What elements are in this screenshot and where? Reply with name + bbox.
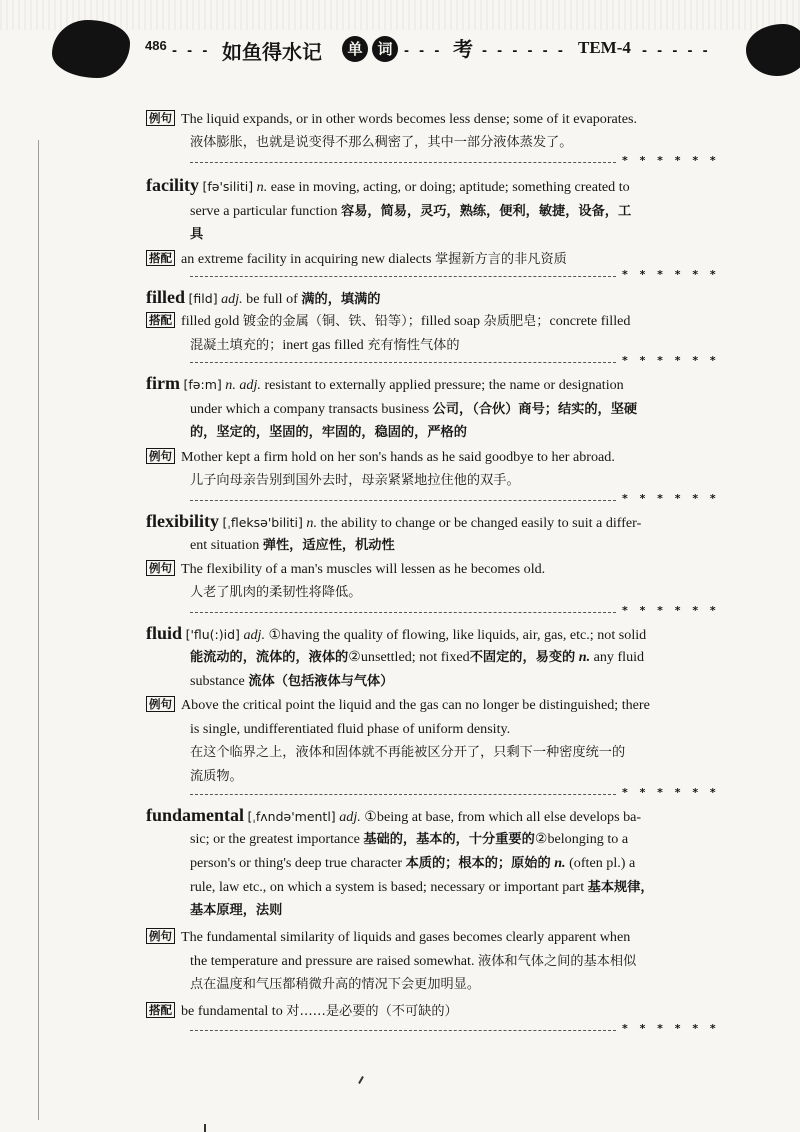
part-of-speech: n. adj. <box>225 377 261 393</box>
definition-chinese: 弹性，适应性，机动性 <box>262 538 395 553</box>
definition: ①having the quality of flowing, like liquids, air, gas, etc.; not solid <box>265 627 647 643</box>
headword: fundamental <box>146 805 245 825</box>
entry-separator <box>190 150 616 163</box>
definition-english: under which a company transacts business <box>190 401 433 417</box>
example-tag: 例句 <box>146 110 175 126</box>
part-of-speech: adj. <box>339 809 361 825</box>
definition-chinese: 基本原理，法则 <box>190 903 283 918</box>
definition-english: ②belonging to a <box>534 831 629 847</box>
example-line <box>146 110 637 128</box>
phonetic: [ˌfleksə'biliti] <box>222 515 303 530</box>
definition: ease in moving, acting, or doing; aptitude; something created to <box>267 179 630 195</box>
scan-speck <box>204 1124 206 1132</box>
entry-filled <box>146 288 381 309</box>
entry-fundamental <box>146 806 641 826</box>
example-english: Above the critical point the liquid and the gas can no longer be distinguished; there <box>181 697 650 713</box>
headword: firm <box>146 373 180 393</box>
definition-english: any fluid <box>590 649 645 665</box>
definition-chinese: 满的，填满的 <box>301 292 381 307</box>
phonetic: [fə'siliti] <box>202 179 254 194</box>
series-title-badge: 单 <box>342 36 368 62</box>
example-chinese: 人老了肌肉的柔韧性将降低。 <box>190 585 362 600</box>
definition-english: (often pl.) a <box>565 855 636 871</box>
example-english: the temperature and pressure are raised somewhat. <box>190 953 479 969</box>
series-title: 如鱼得水记 <box>222 40 322 64</box>
entry-separator <box>190 1018 616 1031</box>
scan-speck <box>358 1076 364 1084</box>
entry-fluid <box>146 624 646 644</box>
series-logo-mark: 考 <box>453 37 473 61</box>
definition: resistant to externally applied pressure; the name or designation <box>260 377 624 393</box>
definition-line <box>190 648 644 667</box>
header-ink-blot-right <box>746 24 800 76</box>
definition: ①being at base, from which all else develops ba- <box>360 809 642 825</box>
entry-separator <box>190 264 616 277</box>
definition-english: sic; or the greatest importance <box>190 831 364 847</box>
definition-chinese: 不固定的，易变的 <box>469 650 576 665</box>
definition-chinese: 具 <box>190 227 204 242</box>
header-dashes: - - - - - <box>642 42 711 59</box>
series-title-badge: 词 <box>372 36 398 62</box>
definition-english: serve a particular function <box>190 203 342 219</box>
collocation-tag: 搭配 <box>146 250 175 266</box>
collocation-english: filled soap <box>420 313 484 329</box>
example-line <box>146 696 650 714</box>
collocation-chinese: 混凝土填充的； <box>190 338 283 353</box>
definition-english: ent situation <box>190 537 263 553</box>
definition-line <box>190 202 631 221</box>
example-tag: 例句 <box>146 560 175 576</box>
phonetic: [fə:m] <box>183 377 222 392</box>
definition-english: substance <box>190 673 249 689</box>
collocation-english: concrete filled <box>549 313 631 329</box>
part-of-speech: adj. <box>221 291 243 307</box>
exam-level: TEM-4 <box>578 38 631 57</box>
definition-line <box>190 830 628 849</box>
collocation-english: inert gas filled <box>282 337 368 353</box>
definition-chinese: 流体（包括液体与气体） <box>248 674 394 689</box>
entry-separator-stars: * * * * * * <box>622 492 720 505</box>
example-chinese: 液体膨胀，也就是说变得不那么稠密了，其中一部分液体蒸发了。 <box>190 135 573 150</box>
part-of-speech: adj. <box>243 627 265 643</box>
definition-english: be full of <box>242 291 302 307</box>
definition-english: ②unsettled; not fixed <box>348 649 470 665</box>
definition: the ability to change or be changed easily to suit a differ- <box>317 515 642 531</box>
example-english: The liquid expands, or in other words becomes less dense; some of it evaporates. <box>181 111 637 127</box>
definition-chinese: 基础的，基本的，十分重要的 <box>363 832 535 847</box>
headword: fluid <box>146 623 183 643</box>
entry-separator-stars: * * * * * * <box>622 268 720 281</box>
collocation-line <box>146 312 630 331</box>
entry-firm <box>146 374 624 394</box>
headword: filled <box>146 287 185 307</box>
collocation-chinese: 镀金的金属（铜、铁、铅等）； <box>242 314 421 329</box>
headword: facility <box>146 175 199 195</box>
page-header <box>0 0 800 92</box>
header-dashes: - - - <box>172 42 211 59</box>
definition-line <box>190 672 393 691</box>
definition-english: person's or thing's deep true character <box>190 855 406 871</box>
collocation-tag: 搭配 <box>146 312 175 328</box>
part-of-speech: n. <box>306 515 317 531</box>
entry-separator-stars: * * * * * * <box>622 604 720 617</box>
definition-chinese: 能流动的，流体的，液体的 <box>190 650 349 665</box>
definition-line <box>190 878 654 897</box>
example-line <box>146 448 615 466</box>
entry-separator-stars: * * * * * * <box>622 354 720 367</box>
definition-line <box>190 854 635 873</box>
definition-line <box>190 400 637 419</box>
collocation-english: an extreme facility in acquiring new dialects <box>181 251 435 267</box>
page-number: 486 <box>145 38 167 53</box>
entry-separator <box>190 600 616 613</box>
definition-chinese: 基本规律， <box>587 880 654 895</box>
example-tag: 例句 <box>146 928 175 944</box>
definition-chinese: 容易，简易，灵巧，熟练，便利，敏捷，设备，工 <box>341 204 632 219</box>
entry-separator <box>190 782 616 795</box>
entry-separator-stars: * * * * * * <box>622 786 720 799</box>
entry-separator-stars: * * * * * * <box>622 1022 720 1035</box>
example-chinese: 流质物。 <box>190 769 243 784</box>
header-dashes: - - - - - - <box>482 42 566 59</box>
definition-english: rule, law etc., on which a system is based; necessary or important part <box>190 879 588 895</box>
definition-line <box>190 536 395 555</box>
binding-margin-line <box>38 140 39 1120</box>
collocation-chinese: 杂质肥皂； <box>483 314 550 329</box>
phonetic: ['flu(:)id] <box>185 627 240 642</box>
collocation-tag: 搭配 <box>146 1002 175 1018</box>
headword: flexibility <box>146 511 219 531</box>
entry-separator <box>190 350 616 363</box>
example-english: is single, undifferentiated fluid phase of uniform density. <box>190 721 511 737</box>
example-line <box>190 952 636 971</box>
collocation-chinese: 掌握新方言的非凡资质 <box>434 252 567 267</box>
collocation-english: be fundamental to <box>181 1003 287 1019</box>
entry-facility <box>146 176 630 196</box>
part-of-speech: n. <box>575 649 591 665</box>
entry-separator-stars: * * * * * * <box>622 154 720 167</box>
collocation-english: filled gold <box>181 313 243 329</box>
entry-separator <box>190 488 616 501</box>
entry-flexibility <box>146 512 641 532</box>
phonetic: [ˌfʌndə'mentl] <box>247 809 336 824</box>
part-of-speech: n. <box>256 179 268 195</box>
collocation-chinese: 充有惰性气体的 <box>367 338 460 353</box>
example-chinese: 在这个临界之上，液体和固体就不再能被区分开了，只剩下一种密度统一的 <box>190 745 626 760</box>
example-tag: 例句 <box>146 696 175 712</box>
example-line <box>146 560 545 578</box>
example-english: Mother kept a firm hold on her son's hands as he said goodbye to her abroad. <box>181 449 615 465</box>
example-chinese: 儿子向母亲告别到国外去时，母亲紧紧地拉住他的双手。 <box>190 473 520 488</box>
phonetic: [fild] <box>188 291 218 306</box>
header-texture <box>0 0 800 30</box>
definition-chinese: 的，坚定的，坚固的，牢固的，稳固的，严格的 <box>190 425 467 440</box>
example-chinese: 液体和气体之间的基本相似 <box>478 954 637 969</box>
example-chinese: 点在温度和气压都稍微升高的情况下会更加明显。 <box>190 977 481 992</box>
part-of-speech: n. <box>550 855 566 871</box>
header-ink-blot-left <box>52 20 130 78</box>
example-english: The flexibility of a man's muscles will lessen as he becomes old. <box>181 561 546 577</box>
definition-chinese: 公司，（合伙）商号；结实的，坚硬 <box>432 402 638 417</box>
example-english: The fundamental similarity of liquids and gases becomes clearly apparent when <box>181 929 631 945</box>
example-line <box>146 928 630 946</box>
definition-chinese: 本质的；根本的；原始的 <box>405 856 551 871</box>
collocation-chinese: 对……是必要的（不可缺的） <box>286 1004 458 1019</box>
header-dashes: - - - <box>404 42 443 59</box>
example-tag: 例句 <box>146 448 175 464</box>
